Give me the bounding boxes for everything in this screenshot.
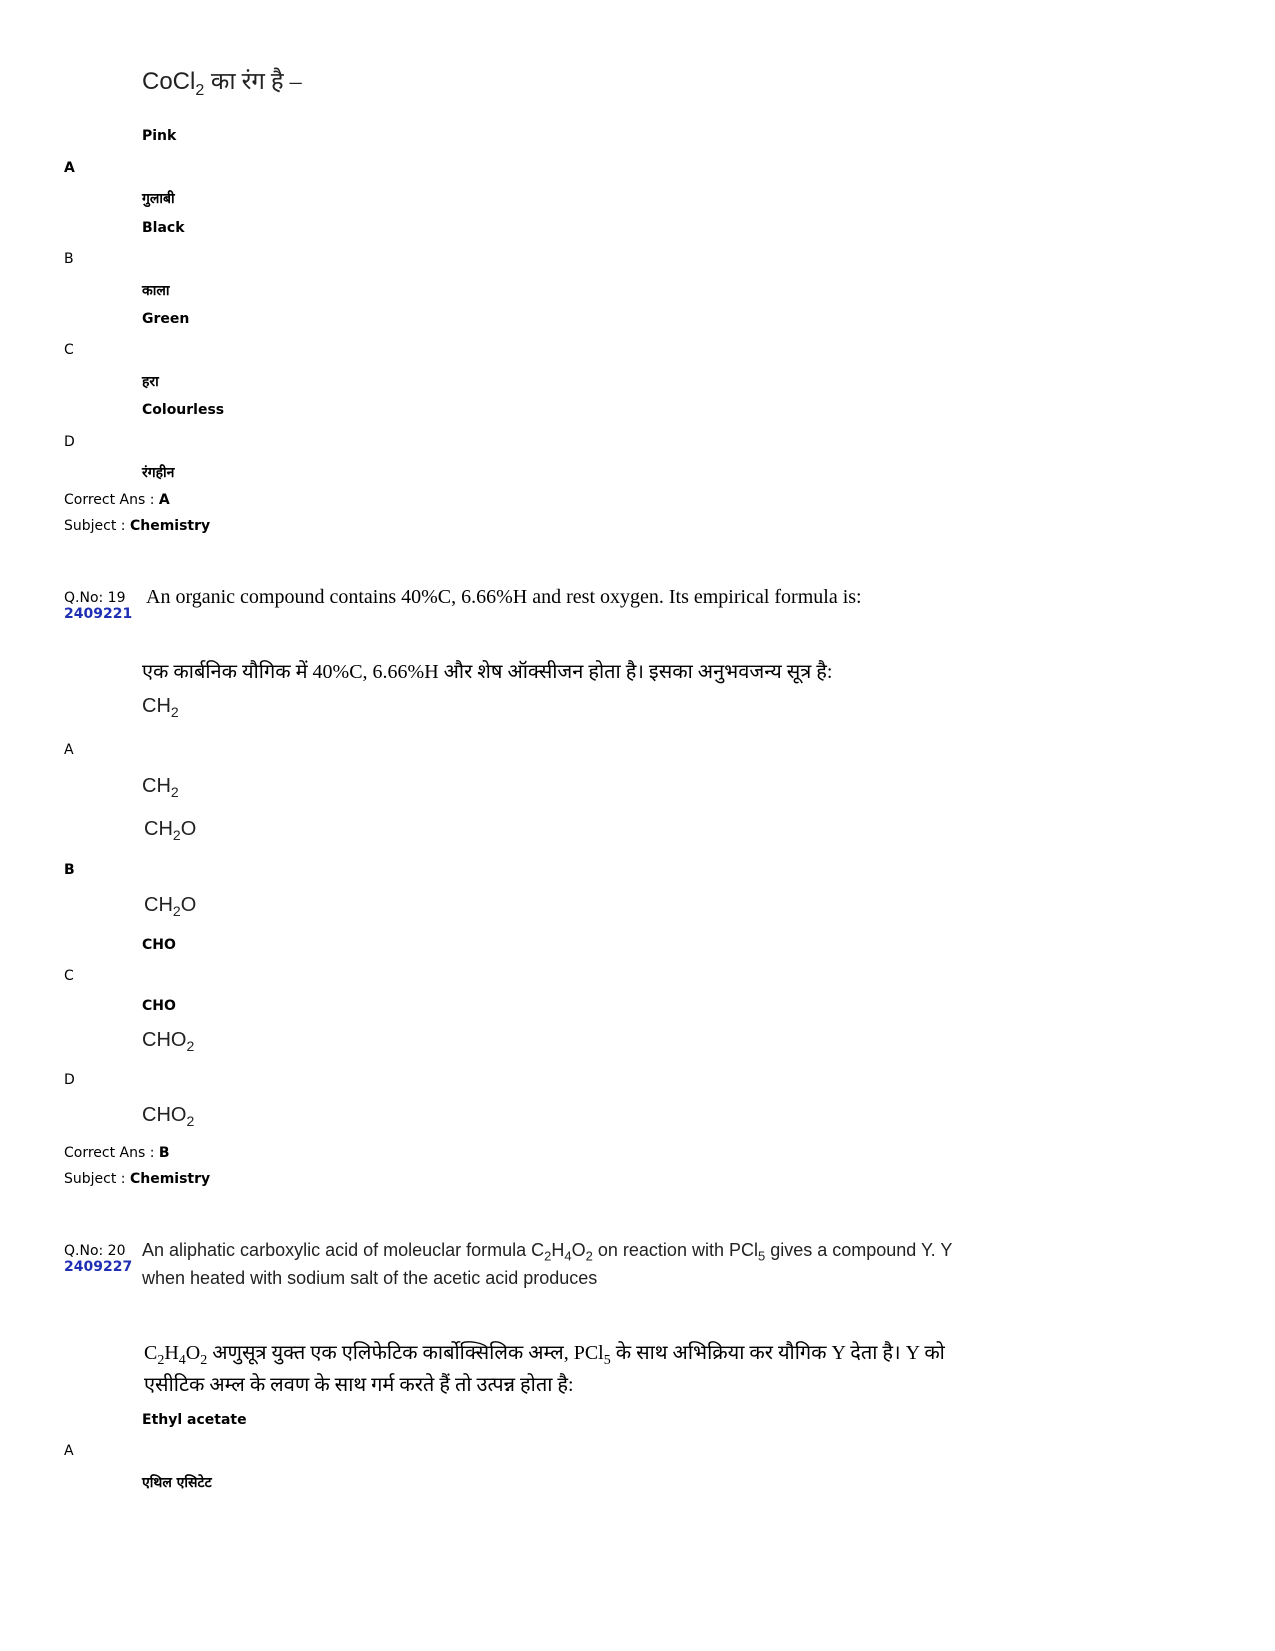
q20-question-en-line2: when heated with sodium salt of the acetic acid produces (142, 1268, 598, 1288)
q18-subject: Subject : Chemistry (64, 518, 211, 534)
q20-question-hi-line2: एसीटिक अम्ल के लवण के साथ गर्म करते हैं तो उत्पन्न होता है: (144, 1374, 574, 1396)
q19-option-b-image: $CH_2O$ (144, 818, 197, 843)
q19-option-a-label: A (64, 742, 74, 758)
q19-option-b-image-hi: $CH_2O$ (144, 894, 197, 919)
q18-option-c-label: C (64, 342, 74, 358)
q20-id: 2409227 (64, 1259, 133, 1275)
q19-option-d-label: D (64, 1072, 75, 1088)
q18-option-d-hi: रंगहीन (142, 465, 175, 481)
q19-option-a-image-hi: $CH_2$ (142, 775, 179, 800)
q20-option-a-label: A (64, 1443, 74, 1459)
q18-option-c-hi: हरा (142, 374, 159, 390)
q19-option-a-image: $CH_2$ (142, 695, 179, 720)
q20-option-a-hi: एथिल एसिटेट (142, 1475, 212, 1491)
q18-option-c-en: Green (142, 311, 190, 327)
q19-option-d-image-hi: $CHO_2$ (142, 1104, 195, 1129)
q18-option-a-en: Pink (142, 128, 177, 144)
q18-formula: CoCl (142, 68, 196, 95)
q19-option-c-en: CHO (142, 937, 176, 953)
q18-option-a-label: A (64, 160, 75, 176)
q20-question-hi-line1: $C_2H_4O_2$ अणुसूत्र युक्त एक एलिफेटिक कार्बोक्सिलिक अम्ल, PCl$_5$ के साथ अभिक्रिया कर यौगिक Y देता है। Y को (144, 1342, 945, 1368)
q19-option-c-label: C (64, 968, 74, 984)
q18-option-b-hi: काला (142, 283, 170, 299)
q19-question-hi: एक कार्बनिक यौगिक में 40%C, 6.66%H और शेष ऑक्सीजन होता है। इसका अनुभवजन्य सूत्र है: (142, 661, 833, 683)
q18-correct-answer: Correct Ans : A (64, 492, 170, 508)
q19-correct-answer: Correct Ans : B (64, 1145, 170, 1161)
q20-question-en-line1: An aliphatic carboxylic acid of moleuclar formula $C_2H_4O_2$ on reaction with PCl$_5$ gives a compound Y. Y (142, 1240, 953, 1264)
q19-option-b-label: B (64, 862, 75, 878)
q20-option-a-en: Ethyl acetate (142, 1412, 247, 1428)
q18-option-b-en: Black (142, 220, 185, 236)
q19-subject: Subject : Chemistry (64, 1171, 211, 1187)
q19-question-en: An organic compound contains 40%C, 6.66%H and rest oxygen. Its empirical formula is: (146, 586, 862, 608)
q20-number: Q.No: 20 (64, 1243, 126, 1259)
q18-option-d-label: D (64, 434, 75, 450)
q18-question: CoCl$_2$ का रंग है – (142, 68, 302, 99)
q18-question-hindi: का रंग है – (210, 69, 302, 95)
q19-id: 2409221 (64, 606, 133, 622)
q19-number: Q.No: 19 (64, 590, 126, 606)
q19-option-d-image: $CHO_2$ (142, 1029, 195, 1054)
q18-option-b-label: B (64, 251, 74, 267)
q18-option-a-hi: गुलाबी (142, 191, 175, 207)
q18-option-d-en: Colourless (142, 402, 225, 418)
q19-option-c-hi: CHO (142, 998, 176, 1014)
